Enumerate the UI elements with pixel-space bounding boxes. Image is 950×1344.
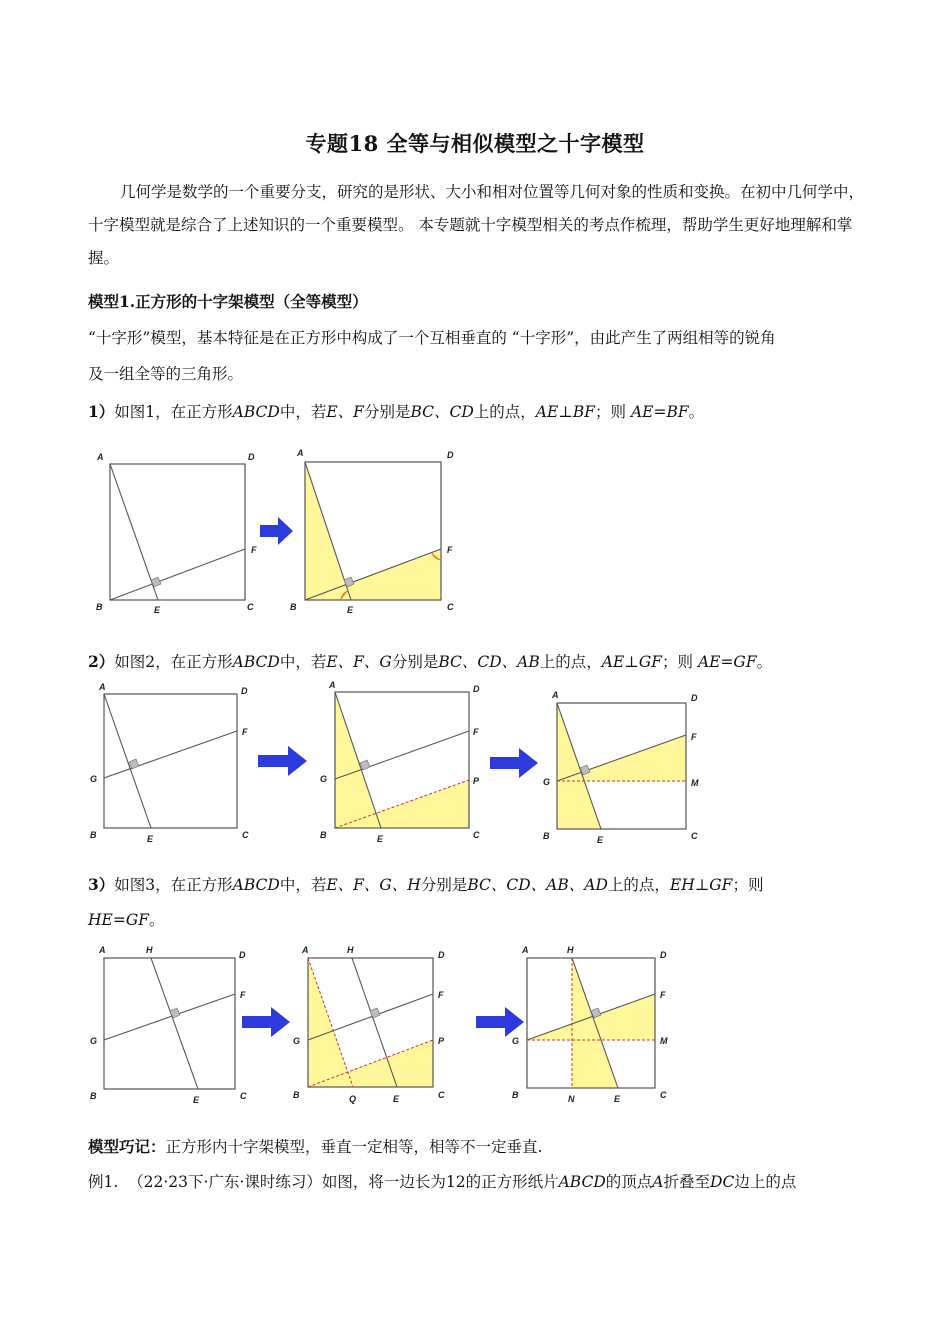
fig2b-label-d: D <box>473 684 480 694</box>
example-square: ABCD <box>558 1173 606 1191</box>
fig3c-label-f: F <box>660 990 666 1000</box>
example-mid: 的顶点 <box>605 1173 653 1191</box>
fig3b-label-q: Q <box>349 1094 357 1104</box>
case3-mid1: 中，若 <box>279 876 327 894</box>
fig3-label-a: A <box>99 945 106 955</box>
example-point: A <box>652 1173 664 1191</box>
fig1b-label-c: C <box>447 602 454 612</box>
case3-conclusion: HE=GF <box>88 911 149 929</box>
fig1b-label-f: F <box>447 545 453 555</box>
fig3-label-g: G <box>90 1036 98 1046</box>
fig2-label-a: A <box>99 682 106 692</box>
tip-text: 正方形内十字架模型，垂直一定相等，相等不一定垂直. <box>165 1138 543 1156</box>
case1-mid1: 中，若 <box>279 403 327 421</box>
fig3b-label-p: P <box>438 1036 445 1046</box>
fig1b-label-e: E <box>347 605 354 615</box>
fig3b-label-d: D <box>438 950 445 960</box>
fig2c-label-f: F <box>691 732 697 742</box>
fig3b-label-b: B <box>293 1090 300 1100</box>
fig2c-label-m: M <box>691 778 699 788</box>
fig3-label-h: H <box>146 945 153 955</box>
fig2-label-c: C <box>242 830 249 840</box>
case1-mid4: ；则 <box>595 403 631 421</box>
fig2-label-e: E <box>147 834 154 844</box>
fig3c-label-n: N <box>568 1094 575 1104</box>
fig3c-label-a: A <box>522 945 529 955</box>
case1-num: 1） <box>88 402 115 421</box>
intro-paragraph: 几何学是数学的一个重要分支，研究的是形状、大小和相对位置等几何对象的性质和变换。在初中几何学中，十字模型就是综合了上述知识的一个重要模型。 本专题就十字模型相关的考点作梳理，帮助学生更好地理解和掌握。 <box>88 183 865 267</box>
model1-heading: 模型1.正方形的十字架模型（全等模型） <box>88 292 368 311</box>
model1-desc-line1: “十字形”模型，基本特征是在正方形中构成了一个互相垂直的 “十字形”，由此产生了两组相等的锐角 <box>88 329 776 347</box>
case3-points: E、F、G、H <box>326 876 421 894</box>
fig3b-label-c: C <box>438 1090 445 1100</box>
fig3b-label-g: G <box>293 1036 301 1046</box>
fig2b-label-g: G <box>320 774 328 784</box>
fig1b-label-d: D <box>447 450 454 460</box>
fig2b-label-e: E <box>377 834 384 844</box>
fig3c-label-m: M <box>660 1036 668 1046</box>
case1-mid3: 上的点， <box>473 403 536 421</box>
case1-points: E、F <box>326 403 364 421</box>
case3-mid4: ；则 <box>732 876 764 894</box>
case2-pre: 如图2，在正方形 <box>114 653 233 671</box>
fig3-label-f: F <box>240 990 246 1000</box>
fig3-label-e: E <box>193 1095 200 1105</box>
case3-mid2: 分别是 <box>420 876 468 894</box>
case3-pre: 如图3，在正方形 <box>114 876 233 894</box>
fig2-label-g: G <box>90 774 98 784</box>
fig2-label-f: F <box>242 727 248 737</box>
fig2c-label-a: A <box>552 690 559 700</box>
fig3b-label-f: F <box>438 990 444 1000</box>
fig2-label-b: B <box>90 830 97 840</box>
case1-pre: 如图1，在正方形 <box>114 403 233 421</box>
fig3-arrow1-icon <box>242 1007 290 1037</box>
fig2b-label-b: B <box>320 830 327 840</box>
fig1-label-f: F <box>251 545 257 555</box>
case1-square: ABCD <box>232 403 280 421</box>
fig3c-label-h: H <box>567 945 574 955</box>
case3-num: 3） <box>88 875 115 894</box>
case2-mid2: 分别是 <box>391 653 439 671</box>
case3-square: ABCD <box>232 876 280 894</box>
case2-mid1: 中，若 <box>279 653 327 671</box>
fig2b-label-f: F <box>473 727 479 737</box>
fig3-arrow2-icon <box>476 1007 524 1037</box>
fig3-label-c: C <box>240 1091 247 1101</box>
example-label: 例1. <box>88 1173 119 1191</box>
case1-end: 。 <box>688 403 705 421</box>
fig2c-label-c: C <box>691 831 698 841</box>
fig3c-label-d: D <box>660 950 667 960</box>
fig3c-label-g: G <box>512 1036 520 1046</box>
case2-conclusion: AE=GF <box>697 653 757 671</box>
example-mid2: 折叠至 <box>663 1173 711 1191</box>
fig3-square-a <box>104 958 235 1089</box>
case2-num: 2） <box>88 652 115 671</box>
fig3-line-he-a <box>151 958 198 1089</box>
case2-mid4: ；则 <box>662 653 698 671</box>
fig2b-label-p: P <box>473 776 480 786</box>
case2-sides: BC、CD、AB <box>438 653 540 671</box>
case3-end: 。 <box>148 911 165 929</box>
model-tip <box>88 1135 542 1157</box>
case1-mid2: 分别是 <box>363 403 411 421</box>
page-title: 专题18 全等与相似模型之十字模型 <box>305 131 645 156</box>
fig2c-label-g: G <box>543 777 551 787</box>
case3-perp: EH⊥GF <box>669 876 733 894</box>
case2-perp: AE⊥GF <box>601 653 662 671</box>
case3-sides: BC、CD、AB、AD <box>467 876 608 894</box>
fig3-label-b: B <box>90 1091 97 1101</box>
fig3c-label-c: C <box>660 1090 667 1100</box>
fig3c-label-e: E <box>614 1094 621 1104</box>
fig2b-label-a: A <box>329 680 336 690</box>
fig2c-label-b: B <box>543 831 550 841</box>
fig1-label-e: E <box>154 605 161 615</box>
example-end: 边上的点 <box>734 1173 797 1191</box>
example-source: （22·23下·广东·课时练习）如图，将一边长为12的正方形纸片 <box>128 1173 559 1191</box>
case1-perp: AE⊥BF <box>535 403 596 421</box>
fig1-label-a: A <box>97 452 104 462</box>
fig2c-label-e: E <box>597 835 604 845</box>
fig1b-label-b: B <box>290 602 297 612</box>
fig3-label-d: D <box>239 950 246 960</box>
fig3b-label-a: A <box>302 945 309 955</box>
fig1-label-b: B <box>96 602 103 612</box>
fig3b-label-h: H <box>347 945 354 955</box>
example-side: DC <box>710 1173 735 1191</box>
fig3-line-gf-a <box>104 994 235 1040</box>
case2-points: E、F、G <box>326 653 392 671</box>
fig1-label-c: C <box>247 602 254 612</box>
example-1 <box>88 1170 796 1192</box>
fig2b-label-c: C <box>473 830 480 840</box>
fig3c-label-b: B <box>512 1090 519 1100</box>
model1-desc-line2: 及一组全等的三角形。 <box>88 365 244 383</box>
case3-mid3: 上的点， <box>607 876 670 894</box>
tip-label: 模型巧记： <box>88 1137 166 1156</box>
fig2c-label-d: D <box>691 693 698 703</box>
fig2-label-d: D <box>241 686 248 696</box>
case2-end: 。 <box>756 653 773 671</box>
fig1b-label-a: A <box>297 448 304 458</box>
case1-sides: BC、CD <box>410 403 474 421</box>
case2-mid3: 上的点， <box>539 653 602 671</box>
case1-conclusion: AE=BF <box>630 403 689 421</box>
fig3b-label-e: E <box>393 1094 400 1104</box>
fig1-label-d: D <box>248 452 255 462</box>
case2-square: ABCD <box>232 653 280 671</box>
